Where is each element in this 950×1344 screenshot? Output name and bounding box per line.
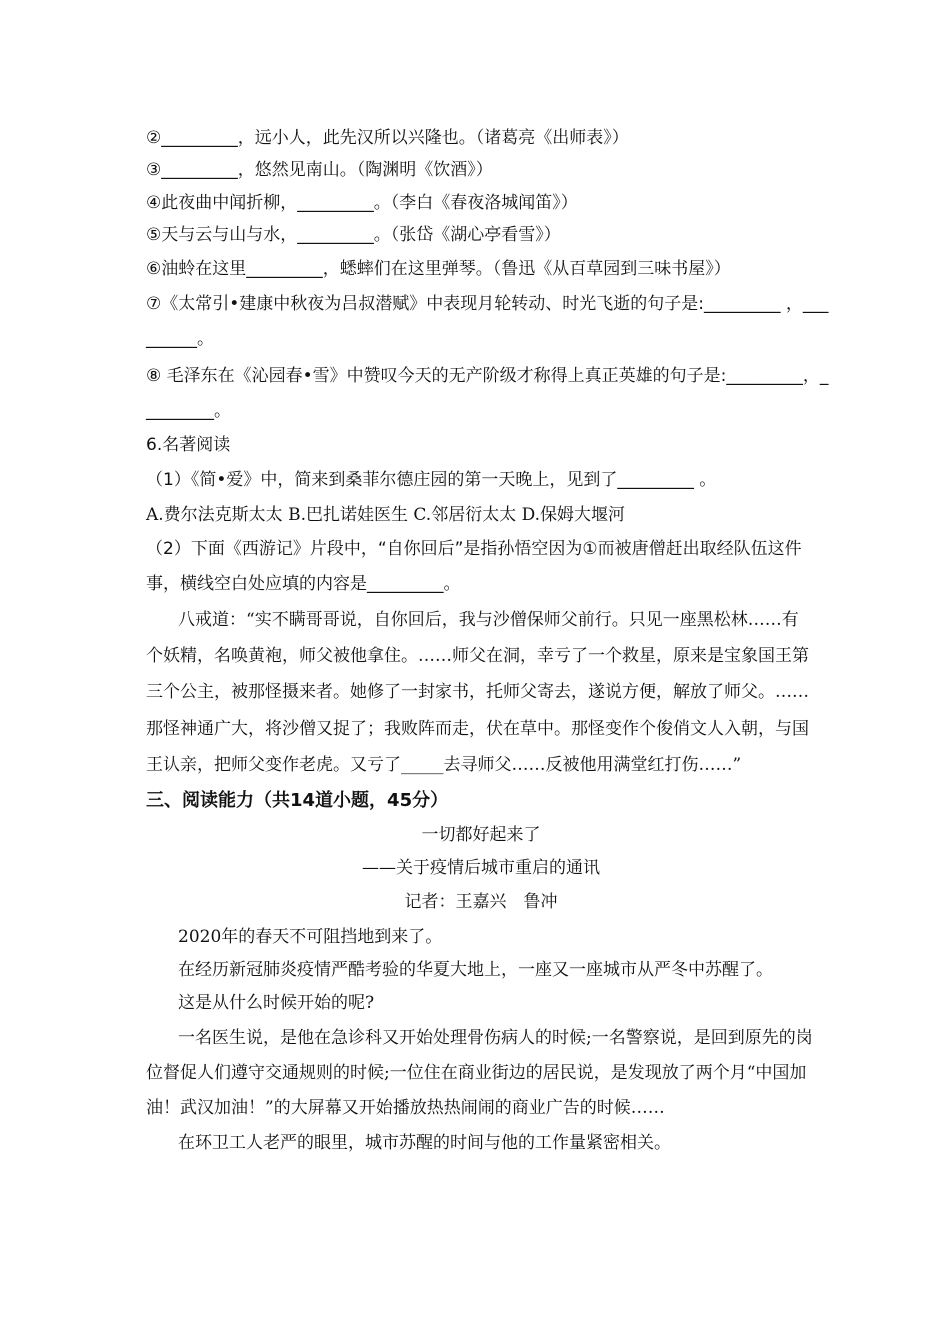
- excerpt-line: 那怪神通广大，将沙僧又捉了；我败阵而走，伏在草中。那怪变作个俊俏文人入朝，与国: [146, 719, 809, 739]
- article-subtitle: ——关于疫情后城市重启的通讯: [362, 858, 600, 878]
- article-paragraph-line: 一名医生说，是他在急诊科又开始处理骨伤病人的时候;一名警察说，是回到原先的岗: [178, 1028, 813, 1048]
- excerpt-line: 三个公主，被那怪摄来者。她修了一封家书，托师父寄去，遂说方便，解放了师父。……: [146, 682, 809, 702]
- article-paragraph: 在环卫工人老严的眼里，城市苏醒的时间与他的工作量紧密相关。: [178, 1133, 671, 1153]
- article-paragraph: 2020年的春天不可阻挡地到来了。: [178, 927, 443, 947]
- classics-heading: 6.名著阅读: [146, 435, 231, 455]
- section-heading: 三、阅读能力（共14道小题，45分）: [146, 790, 449, 811]
- classics-options: A.费尔法克斯太太 B.巴扎诺娃医生 C.邻居衍太太 D.保姆大堰河: [146, 505, 626, 525]
- fill-in-item-8-line2: ________。: [146, 401, 231, 421]
- fill-in-item-8-line1: ⑧ 毛泽东在《沁园春•雪》中赞叹今天的无产阶级才称得上真正英雄的句子是:_________，_: [146, 366, 829, 386]
- article-paragraph: 在经历新冠肺炎疫情严酷考验的华夏大地上，一座又一座城市从严冬中苏醒了。: [178, 960, 773, 980]
- fill-in-item-4: ④此夜曲中闻折柳，_________。（李白《春夜洛城闻笛》）: [146, 193, 578, 213]
- article-paragraph: 这是从什么时候开始的呢?: [178, 993, 375, 1013]
- excerpt-line: 八戒道：“实不瞒哥哥说，自你回后，我与沙僧保师父前行。只见一座黑松林……有: [178, 610, 799, 630]
- article-paragraph-line: 油！武汉加油！”的大屏幕又开始播放热热闹闹的商业广告的时候……: [146, 1098, 665, 1118]
- article-reporters: 记者：王嘉兴 鲁冲: [404, 892, 558, 912]
- classics-question-2-line1: （2）下面《西游记》片段中，“自你回后”是指孙悟空因为①而被唐僧赶出取经队伍这件: [146, 539, 802, 559]
- fill-in-item-2: ②_________，远小人，此先汉所以兴隆也。（诸葛亮《出师表》）: [146, 128, 629, 148]
- article-title: 一切都好起来了: [421, 825, 541, 845]
- excerpt-line: 个妖精，名唤黄袍，师父被他拿住。……师父在洞，幸亏了一个救星，原来是宝象国王第: [146, 646, 809, 666]
- fill-in-item-3: ③_________，悠然见南山。（陶渊明《饮酒》）: [146, 160, 493, 180]
- fill-in-item-7-line2: ______。: [146, 329, 214, 349]
- fill-in-item-6: ⑥油蛉在这里_________，蟋蟀们在这里弹琴。（鲁迅《从百草园到三味书屋》）: [146, 259, 731, 279]
- classics-question-1: （1）《简•爱》中，简来到桑菲尔德庄园的第一天晚上，见到了_________ 。: [146, 470, 717, 490]
- classics-question-2-line2: 事，横线空白处应填的内容是_________。: [146, 574, 461, 594]
- article-paragraph-line: 位督促人们遵守交通规则的时候;一位住在商业街边的居民说，是发现放了两个月“中国加: [146, 1063, 807, 1083]
- fill-in-item-5: ⑤天与云与山与水，_________。（张岱《湖心亭看雪》）: [146, 225, 561, 245]
- fill-in-item-7-line1: ⑦《太常引•建康中秋夜为吕叔潜赋》中表现月轮转动、时光飞逝的句子是:_________ ，___: [146, 294, 829, 314]
- excerpt-line: 王认亲，把师父变作老虎。又亏了_____去寻师父……反被他用满堂红打伤……”: [146, 755, 742, 775]
